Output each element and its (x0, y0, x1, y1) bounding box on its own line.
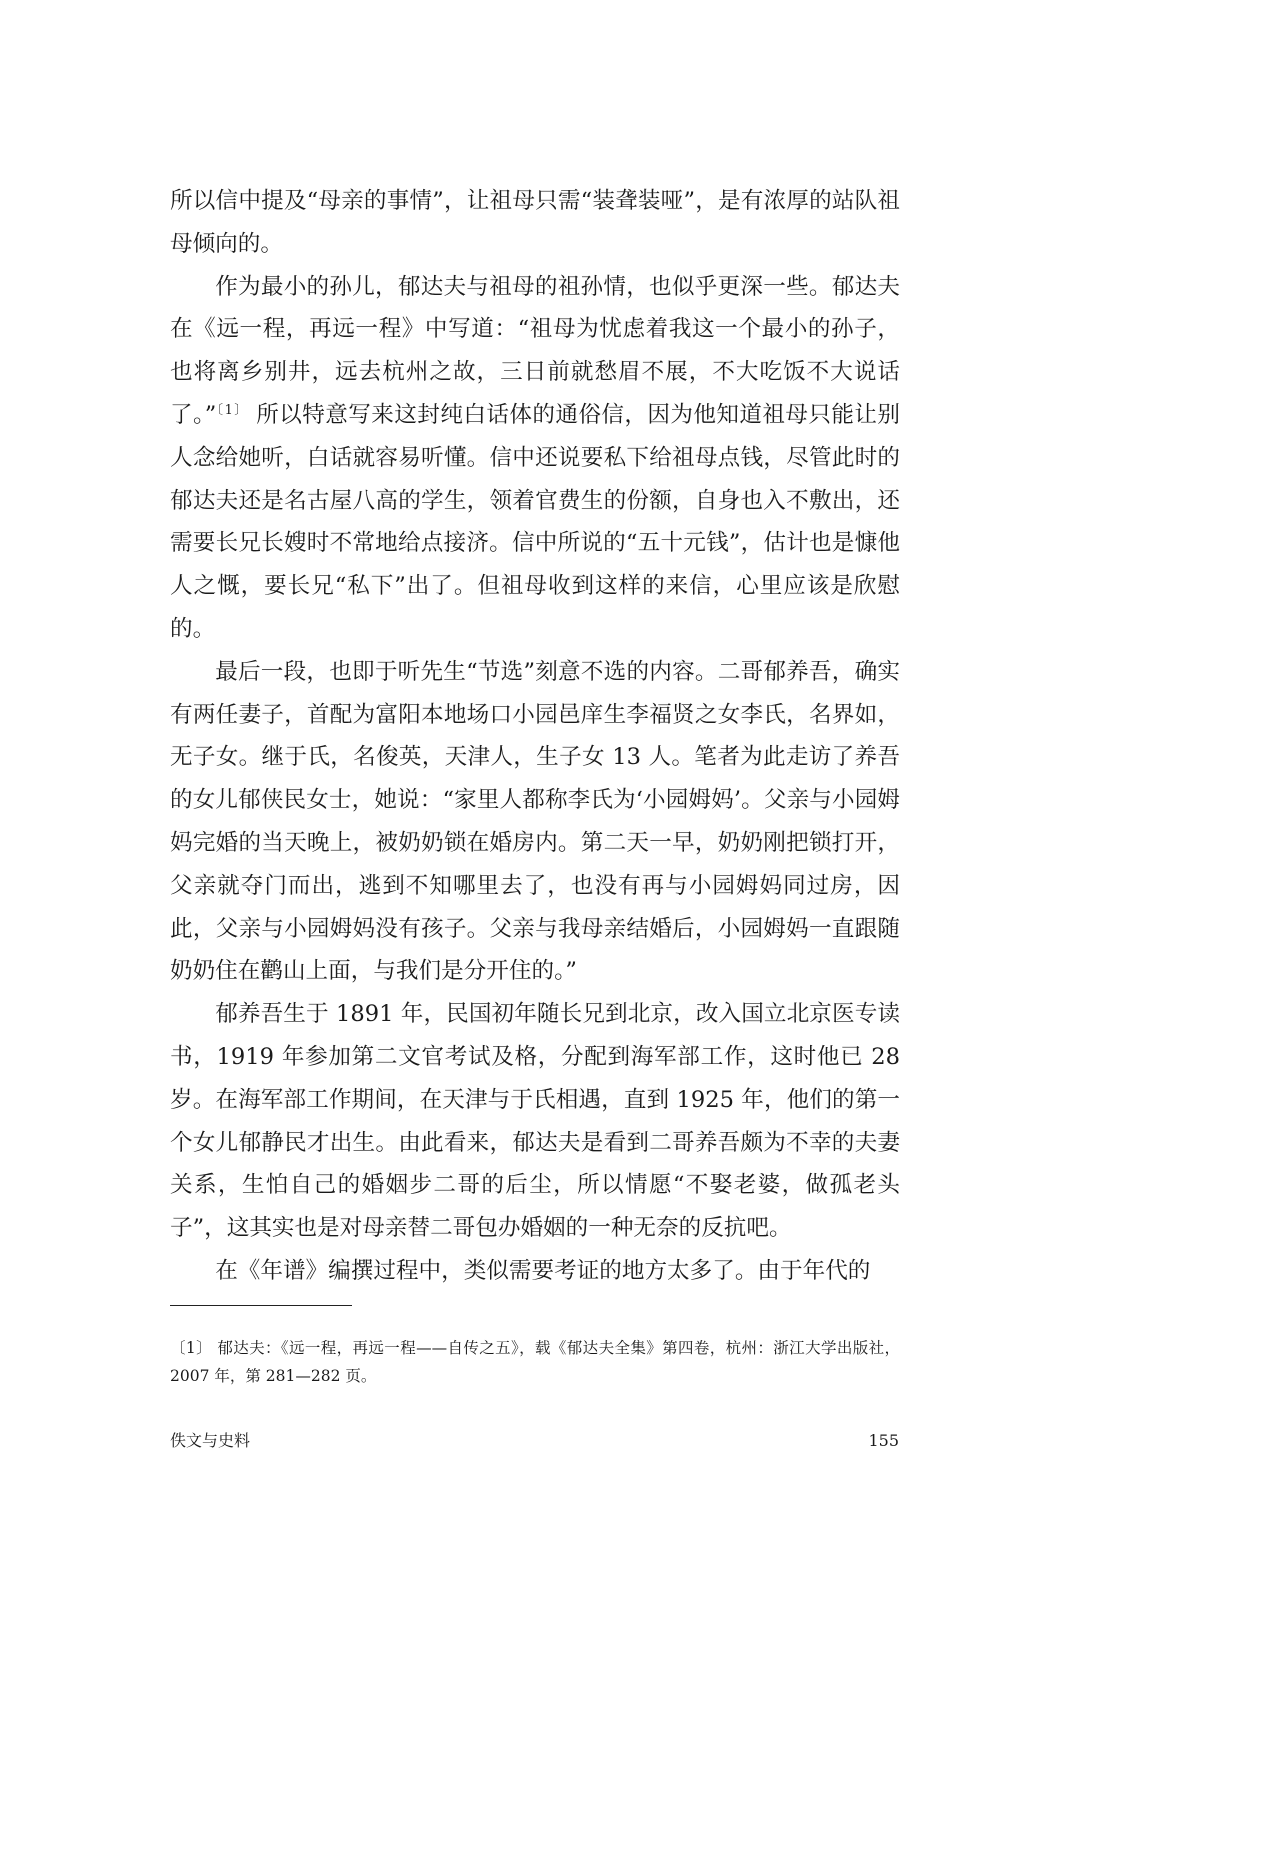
footnote-reference[interactable]: 〔1〕 (216, 402, 249, 418)
footer-journal-title: 佚文与史料 (170, 1431, 251, 1450)
footnote: 〔1〕 郁达夫：《远一程，再远一程——自传之五》，载《郁达夫全集》第四卷，杭州：浙江大学出版社，2007 年，第 281—282 页。 (170, 1339, 900, 1385)
paragraph-2: 作为最小的孙儿，郁达夫与祖母的祖孙情，也似乎更深一些。郁达夫在《远一程，再远一程》中写道：“祖母为忧虑着我这一个最小的孙子，也将离乡别井，远去杭州之故，三日前就愁眉不展，不大吃饭不大说话了。”$^{〔1〕}$ 所以特意写来这封纯白话体的通俗信，因为他知道祖母只能让别人念给她听，白话就容易听懂。信中还说要私下给祖母点钱，尽管此时的郁达夫还是名古屋八高的学生，领着官费生的份额，自身也入不敷出，还需要长兄长嫂时不常地给点接济。信中所说的“五十元钱”，估计也是慷他人之慨，要长兄“私下”出了。但祖母收到这样的来信，心里应该是欣慰的。 (170, 273, 900, 642)
paragraph-5: 在《年谱》编撰过程中，类似需要考证的地方太多了。由于年代的 (215, 1257, 871, 1284)
body-text (170, 180, 900, 1293)
footnote-divider (170, 1305, 352, 1306)
paragraph-1: 所以信中提及“母亲的事情”，让祖母只需“装聋装哑”，是有浓厚的站队祖母倾向的。 (170, 188, 900, 257)
paragraph-3: 最后一段，也即于听先生“节选”刻意不选的内容。二哥郁养吾，确实有两任妻子，首配为富阳本地场口小园邑庠生李福贤之女李氏，名界如，无子女。继于氏，名俊英，天津人，生子女 13 人。笔者为此走访了养吾的女儿郁侠民女士，她说：“家里人都称李氏为‘小园姆妈’。父亲与小园姆妈完婚的当天晚上，被奶奶锁在婚房内。第二天一早，奶奶刚把锁打开，父亲就夺门而出，逃到不知哪里去了，也没有再与小园姆妈同过房，因此，父亲与小园姆妈没有孩子。父亲与我母亲结婚后，小园姆妈一直跟随奶奶住在鹳山上面，与我们是分开住的。” (170, 658, 900, 985)
paragraph-4: 郁养吾生于 1891 年，民国初年随长兄到北京，改入国立北京医专读书，1919 年参加第二文官考试及格，分配到海军部工作，这时他已 28 岁。在海军部工作期间，在天津与于氏相遇，直到 1925 年，他们的第一个女儿郁静民才出生。由此看来，郁达夫是看到二哥养吾颇为不幸的夫妻关系，生怕自己的婚姻步二哥的后尘，所以情愿“不娶老婆，做孤老头子”，这其实也是对母亲替二哥包办婚姻的一种无奈的反抗吧。 (170, 1001, 900, 1242)
page-number: 155 (868, 1431, 899, 1450)
